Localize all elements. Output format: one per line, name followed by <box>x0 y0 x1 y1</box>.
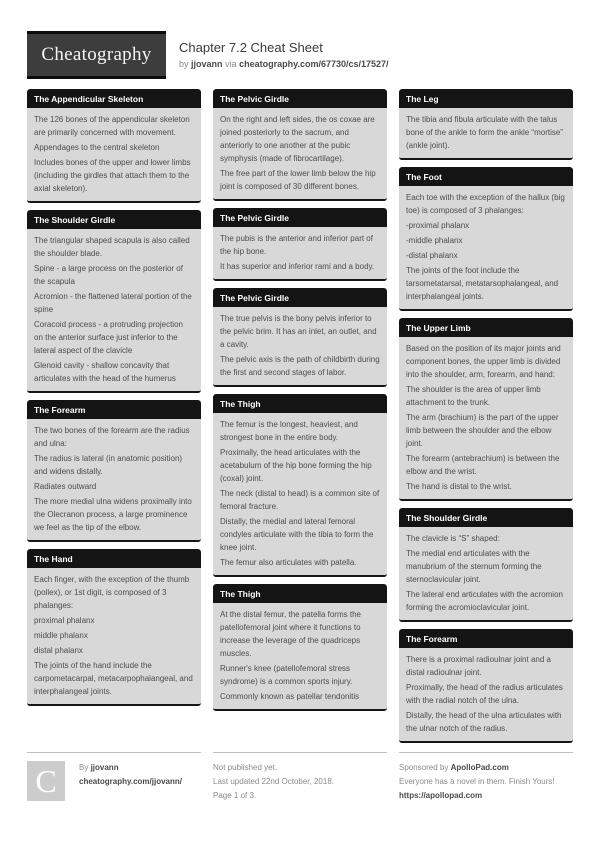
card-text-line: The joints of the foot include the tarsometatarsal, metatarsophalangeal, and interphalangeal joints. <box>406 266 559 301</box>
c-letter: C <box>35 763 57 799</box>
last-updated: Last updated 22nd October, 2018. <box>213 777 334 786</box>
card-title: The Leg <box>399 89 573 108</box>
cheat-card <box>213 584 387 711</box>
card-text-line: The 126 bones of the appendicular skeleton are primarily concerned with movement. <box>34 115 190 137</box>
publish-status: Not published yet. <box>213 763 278 772</box>
card-title: The Forearm <box>27 400 201 419</box>
column-2 <box>213 89 387 711</box>
card-text-line: The triangular shaped scapula is also called the shoulder blade. <box>34 236 190 258</box>
card-text-line: It has superior and inferior rami and a body. <box>220 262 375 271</box>
footer-sponsor-col <box>399 752 573 803</box>
cheat-card <box>213 288 387 387</box>
card-text-line: Runner's knee (patellofemoral stress syndrome) is a common sports injury. <box>220 664 353 686</box>
card-title: The Pelvic Girdle <box>213 208 387 227</box>
cheat-card <box>399 167 573 311</box>
card-text-line: Commonly known as patellar tendonitis <box>220 692 360 701</box>
cheat-card <box>399 89 573 160</box>
card-body <box>399 186 573 309</box>
card-text-line: Spine - a large process on the posterior of the scapula <box>34 264 183 286</box>
card-text-line: Coracoid process - a protruding projection on the anterior surface just inferior to the lateral aspect of the clavicle <box>34 320 183 355</box>
card-text-line: Includes bones of the upper and lower limbs (including the girdles that attach them to the axial skeleton). <box>34 158 191 193</box>
card-body <box>27 419 201 540</box>
card-text-line: The free part of the lower limb below the hip joint is composed of 30 different bones. <box>220 169 376 191</box>
page-title: Chapter 7.2 Cheat Sheet <box>179 40 323 55</box>
cheat-card <box>213 394 387 577</box>
byline-by-label: by <box>179 59 189 69</box>
card-text-line: The lateral end articulates with the acromion forming the acromioclavicular joint. <box>406 590 563 612</box>
card-text-line: The radius is lateral (in anatomic position) and widens distally. <box>34 454 183 476</box>
card-title: The Appendicular Skeleton <box>27 89 201 108</box>
card-title: The Thigh <box>213 394 387 413</box>
card-body <box>27 108 201 201</box>
card-text-line: Radiates outward <box>34 482 97 491</box>
cheatography-logo[interactable] <box>27 31 166 79</box>
card-title: The Forearm <box>399 629 573 648</box>
page-header <box>27 31 573 79</box>
footer-author-col <box>27 752 201 803</box>
card-body <box>213 413 387 575</box>
card-body <box>213 227 387 279</box>
byline-sheet-link[interactable]: cheatography.com/67730/cs/17527/ <box>239 59 389 69</box>
card-body <box>399 527 573 620</box>
footer-meta-col <box>213 752 387 803</box>
title-block <box>179 31 389 69</box>
card-text-line: Distally, the head of the ulna articulates with the ulnar notch of the radius. <box>406 711 562 733</box>
cheatography-logo-text: Cheatography <box>41 44 152 65</box>
card-text-line: Distally, the medial and lateral femoral condyles articulate with the tibia to form the knee joint. <box>220 517 374 552</box>
card-text-line: -middle phalanx <box>406 236 463 245</box>
card-text-line: The two bones of the forearm are the radius and ulna: <box>34 426 190 448</box>
card-text-line: distal phalanx <box>34 646 83 655</box>
card-text-line: The femur is the longest, heaviest, and strongest bone in the entire body. <box>220 420 358 442</box>
sponsor-url-link[interactable]: https://apollopad.com <box>399 791 483 800</box>
card-text-line: Based on the position of its major joints and component bones, the upper limb is divided into the shoulder, arm, forearm, and hand: <box>406 344 561 379</box>
card-title: The Upper Limb <box>399 318 573 337</box>
card-text-line: -distal phalanx <box>406 251 458 260</box>
sponsor-name-link[interactable]: ApolloPad.com <box>450 763 509 772</box>
footer-profile-link[interactable]: cheatography.com/jjovann/ <box>79 777 182 786</box>
card-text-line: Each finger, with the exception of the thumb (pollex), or 1st digit, is composed of 3 phalanges: <box>34 575 190 610</box>
card-text-line: The more medial ulna widens proximally into the Olecranon process, a large prominence we feel as the tip of the elbow. <box>34 497 192 532</box>
cheat-card <box>399 629 573 743</box>
byline-author-link[interactable]: jjovann <box>191 59 223 69</box>
footer-by-label: By <box>79 763 89 772</box>
card-body <box>27 568 201 704</box>
card-text-line: The pubis is the anterior and inferior part of the hip bone. <box>220 234 373 256</box>
sponsor-prefix: Sponsored by <box>399 763 449 772</box>
card-text-line: The neck (distal to head) is a common site of femoral fracture. <box>220 489 380 511</box>
cheat-card <box>399 318 573 501</box>
cheat-card <box>27 89 201 203</box>
card-title: The Shoulder Girdle <box>399 508 573 527</box>
card-title: The Shoulder Girdle <box>27 210 201 229</box>
card-body <box>27 229 201 391</box>
cheat-card <box>399 508 573 622</box>
card-text-line: Glenoid cavity - shallow concavity that articulates with the head of the humerus <box>34 361 176 383</box>
card-text-line: The pelvic axis is the path of childbirth during the first and second stages of labor. <box>220 355 380 377</box>
sponsor-tagline: Everyone has a novel in them. Finish Yours! <box>399 777 555 786</box>
card-title: The Hand <box>27 549 201 568</box>
card-title: The Pelvic Girdle <box>213 89 387 108</box>
card-text-line: -proximal phalanx <box>406 221 470 230</box>
cards-area <box>27 89 573 743</box>
card-text-line: The arm (brachium) is the part of the upper limb between the shoulder and the elbow joint. <box>406 413 559 448</box>
byline-via-label: via <box>225 59 237 69</box>
footer-author-link[interactable]: jjovann <box>90 763 119 772</box>
cheat-card <box>213 208 387 281</box>
cheat-card <box>27 400 201 542</box>
card-text-line: The forearm (antebrachium) is between the elbow and the wrist. <box>406 454 560 476</box>
page-number: Page 1 of 3. <box>213 791 257 800</box>
card-text-line: Proximally, the head of the radius articulates with the radial notch of the ulna. <box>406 683 563 705</box>
card-body <box>399 648 573 741</box>
card-text-line: The clavicle is “S” shaped: <box>406 534 500 543</box>
card-text-line: Acromion - the flattened lateral portion of the spine <box>34 292 192 314</box>
cheat-card <box>27 210 201 393</box>
card-title: The Pelvic Girdle <box>213 288 387 307</box>
column-3 <box>399 89 573 743</box>
card-body <box>399 337 573 499</box>
cheat-card <box>27 549 201 706</box>
card-text-line: The medial end articulates with the manubrium of the sternum forming the sternoclavicular joint. <box>406 549 542 584</box>
card-text-line: middle phalanx <box>34 631 88 640</box>
card-text-line: The femur also articulates with patella. <box>220 558 357 567</box>
cheatography-c-icon[interactable] <box>27 761 65 801</box>
card-text-line: The true pelvis is the bony pelvis inferior to the pelvic brim. It has an inlet, an outlet, and a cavity. <box>220 314 377 349</box>
card-text-line: Each toe with the exception of the hallux (big toe) is composed of 3 phalanges: <box>406 193 565 215</box>
card-body <box>213 307 387 385</box>
card-text-line: The joints of the hand include the carpometacarpal, metacarpophalangeal, and interphalangeal joints. <box>34 661 193 696</box>
card-body <box>399 108 573 158</box>
card-text-line: On the right and left sides, the os coxae are joined posteriorly to the sacrum, and anteriorly to one another at the pubic symphysis (made of fibrocartilage). <box>220 115 375 163</box>
card-body <box>213 603 387 709</box>
card-text-line: The tibia and fibula articulate with the talus bone of the ankle to form the ankle “mortise” (ankle joint). <box>406 115 563 150</box>
card-title: The Thigh <box>213 584 387 603</box>
column-1 <box>27 89 201 706</box>
card-text-line: proximal phalanx <box>34 616 95 625</box>
card-title: The Foot <box>399 167 573 186</box>
card-text-line: At the distal femur, the patella forms the patellofemoral joint where it functions to increase the leverage of the quadriceps muscles. <box>220 610 361 658</box>
page-footer <box>27 752 573 803</box>
card-text-line: Proximally, the head articulates with the acetabulum of the hip bone forming the hip (coxal) joint. <box>220 448 372 483</box>
card-text-line: The shoulder is the area of upper limb attachment to the trunk. <box>406 385 541 407</box>
card-text-line: The hand is distal to the wrist. <box>406 482 512 491</box>
card-text-line: There is a proximal radioulnar joint and a distal radioulnar joint. <box>406 655 551 677</box>
byline <box>179 59 389 69</box>
cheat-card <box>213 89 387 201</box>
card-body <box>213 108 387 199</box>
card-text-line: Appendages to the central skeleton <box>34 143 160 152</box>
